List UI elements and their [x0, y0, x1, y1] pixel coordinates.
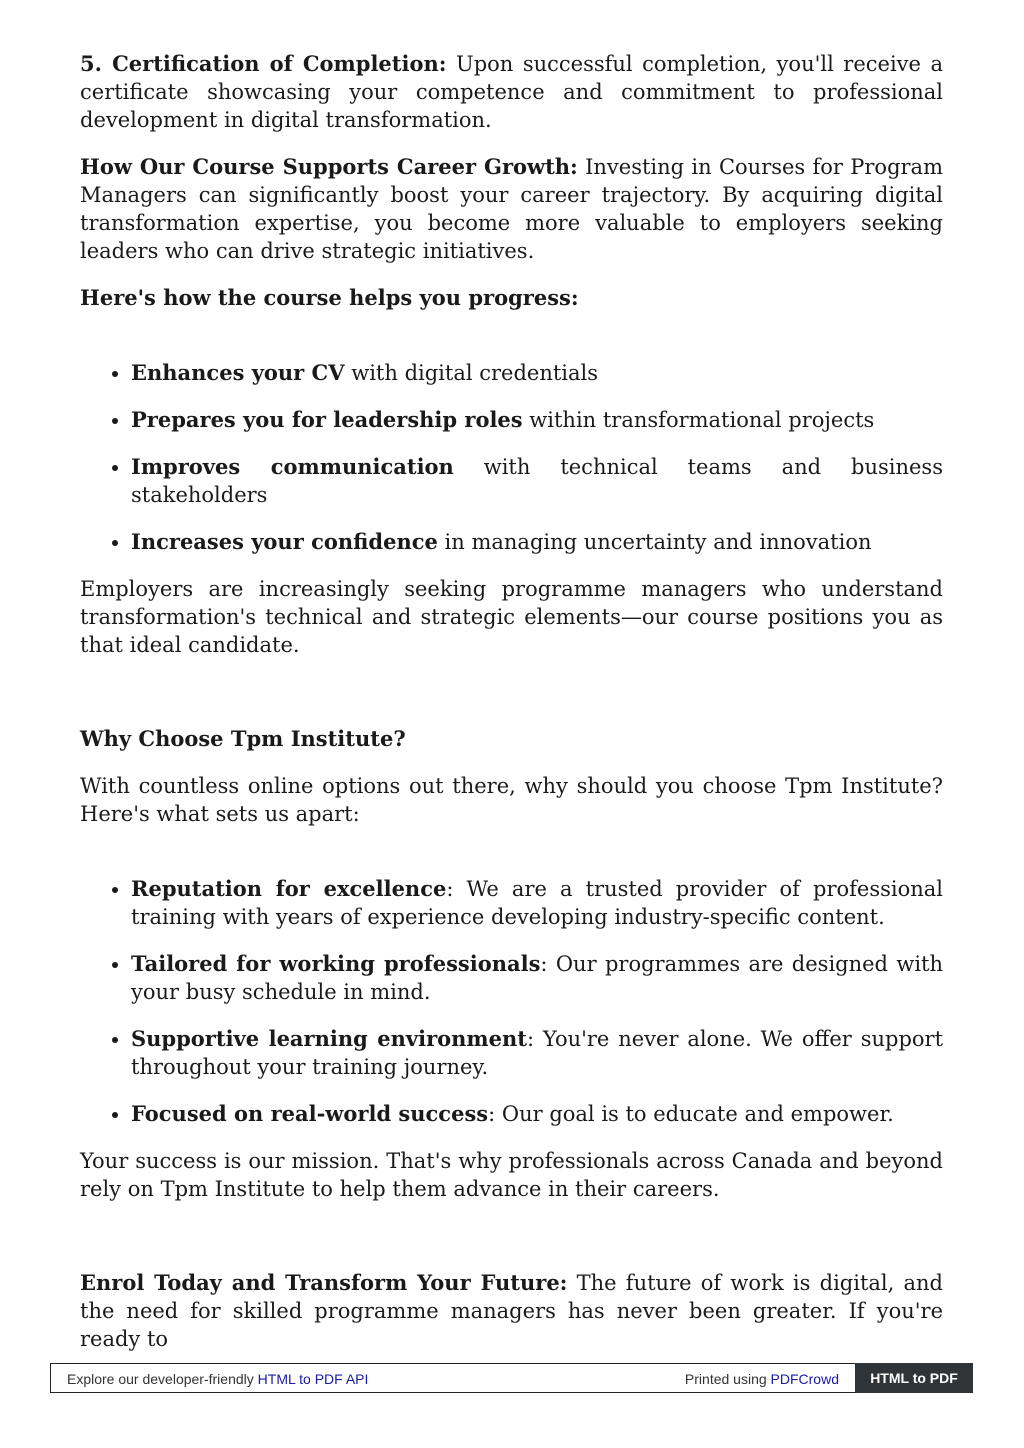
list-item: • Increases your confidence in managing uncertainty and innovation: [131, 528, 943, 556]
why-intro-paragraph: With countless online options out there, why should you choose Tpm Institute? Here's what sets us apart:: [80, 774, 943, 826]
list-item: • Supportive learning environment: You're never alone. We offer support throughout your training journey.: [131, 1025, 943, 1081]
spacer: [80, 678, 943, 725]
progress-list: [80, 359, 943, 556]
why-heading: Why Choose Tpm Institute?: [80, 726, 406, 751]
enrol-paragraph: [80, 1269, 943, 1353]
list-item: • Tailored for working professionals: Our programmes are designed with your busy schedule in mind.: [131, 950, 943, 1006]
mission-paragraph: Your success is our mission. That's why professionals across Canada and beyond rely on Tpm Institute to help them advance in their careers.: [80, 1149, 943, 1201]
certification-text: Upon successful completion, you'll receive a certificate showcasing your competence and commitment to professional development in digital transformation.: [80, 52, 943, 132]
career-growth-text: Investing in Courses for Program Managers can significantly boost your career trajectory. By acquiring digital transformation expertise, you become more valuable to employers seeking leaders who can drive strategic initiatives.: [80, 155, 943, 263]
document-body: [80, 50, 943, 1372]
list-item: • Prepares you for leadership roles within transformational projects: [131, 406, 943, 434]
certification-paragraph: [80, 50, 943, 134]
enrol-heading: Enrol Today and Transform Your Future:: [80, 1270, 568, 1295]
spacer: [80, 1222, 943, 1269]
career-growth-heading: How Our Course Supports Career Growth:: [80, 154, 578, 179]
footer-middle: Printed using PDFCrowd: [684, 1371, 839, 1387]
list-item: • Focused on real-world success: Our goal is to educate and empower.: [131, 1100, 943, 1128]
footer-left: Explore our developer-friendly HTML to PDF API: [67, 1371, 369, 1387]
list-item: • Improves communication with technical teams and business stakeholders: [131, 453, 943, 509]
list-item: • Reputation for excellence: We are a trusted provider of professional training with years of experience developing industry-specific content.: [131, 875, 943, 931]
pdfcrowd-link[interactable]: PDFCrowd: [770, 1371, 839, 1387]
list-item: • Enhances your CV with digital credentials: [131, 359, 943, 387]
spacer: [80, 847, 943, 875]
html-to-pdf-api-link[interactable]: HTML to PDF API: [257, 1371, 369, 1387]
why-list: [80, 875, 943, 1128]
pdf-footer: [50, 1363, 973, 1393]
certification-heading: 5. Certification of Completion:: [80, 51, 447, 76]
enrol-text: The future of work is digital, and the need for skilled programme managers has never been greater. If you're ready to: [80, 1271, 943, 1351]
spacer: [80, 331, 943, 359]
career-growth-paragraph: [80, 153, 943, 265]
html-to-pdf-badge[interactable]: HTML to PDF: [855, 1363, 973, 1393]
progress-heading: Here's how the course helps you progress:: [80, 285, 579, 310]
employers-paragraph: Employers are increasingly seeking programme managers who understand transformation's technical and strategic elements—our course positions you as that ideal candidate.: [80, 577, 943, 657]
